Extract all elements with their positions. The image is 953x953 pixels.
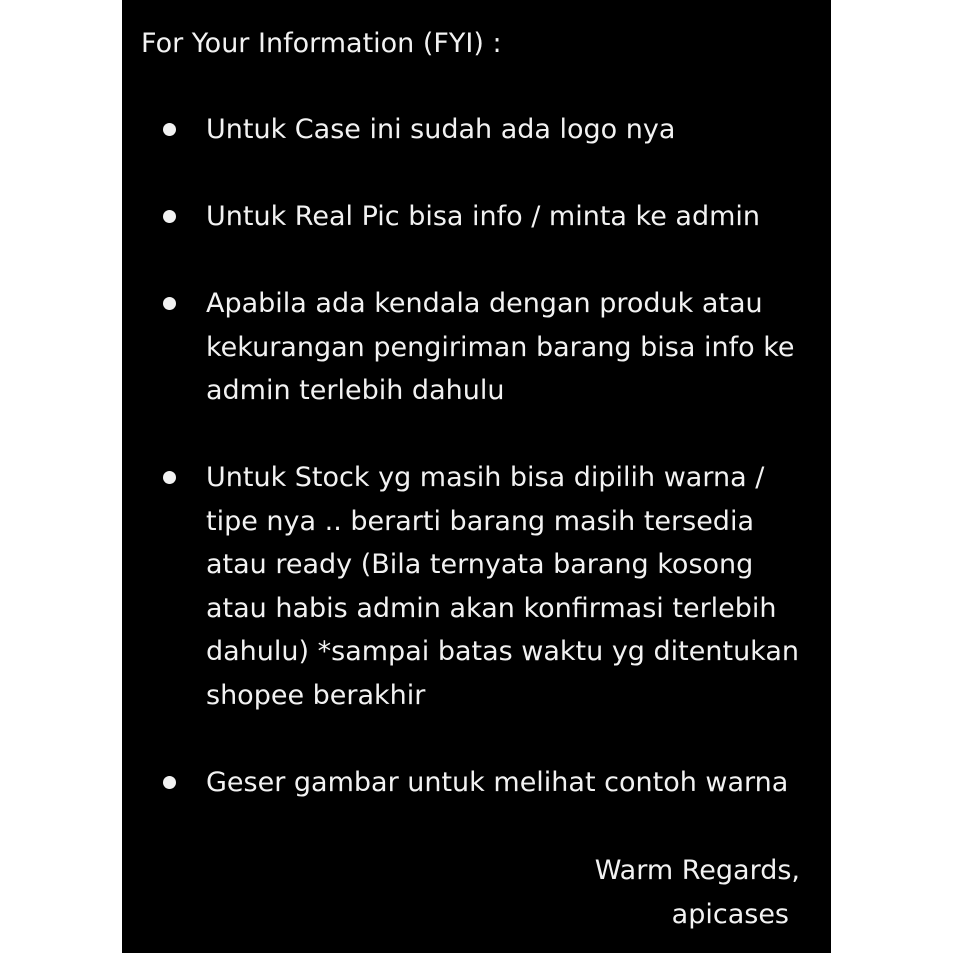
bullet-dot-icon <box>163 776 176 789</box>
bullet-item-swipe-colors <box>206 761 816 805</box>
bullet-line: Apabila ada kendala dengan produk atau <box>206 288 763 319</box>
bullet-line: admin terlebih dahulu <box>206 375 505 406</box>
bullet-item-case-logo <box>206 108 816 152</box>
bullet-line: Geser gambar untuk melihat contoh warna <box>206 767 789 798</box>
bullet-line: atau habis admin akan konfirmasi terlebih <box>206 592 777 624</box>
fyi-heading: For Your Information (FYI) : <box>141 28 502 59</box>
bullet-line: kekurangan pengiriman barang bisa info ke <box>206 331 795 363</box>
bullet-line: Untuk Stock yg masih bisa dipilih warna / <box>206 462 765 493</box>
bullet-item-stock <box>206 456 816 717</box>
signature-name: apicases <box>671 898 789 930</box>
bullet-dot-icon <box>163 297 176 310</box>
bullet-item-real-pic <box>206 195 816 239</box>
bullet-item-product-issue <box>206 282 816 413</box>
bullet-line: dahulu) *sampai batas waktu yg ditentukan <box>206 636 799 667</box>
bullet-line: Untuk Real Pic bisa info / minta ke admin <box>206 201 761 232</box>
bullet-line: tipe nya .. berarti barang masih tersedia <box>206 505 754 537</box>
bullet-dot-icon <box>163 123 176 136</box>
info-panel <box>122 0 831 953</box>
warm-regards-text: Warm Regards, <box>594 855 800 886</box>
bullet-line: atau ready (Bila ternyata barang kosong <box>206 549 754 580</box>
bullet-dot-icon <box>163 210 176 223</box>
bullet-line: shopee berakhir <box>206 679 426 711</box>
bullet-dot-icon <box>163 471 176 484</box>
bullet-line: Untuk Case ini sudah ada logo nya <box>206 114 676 145</box>
closing-signature <box>595 849 800 936</box>
